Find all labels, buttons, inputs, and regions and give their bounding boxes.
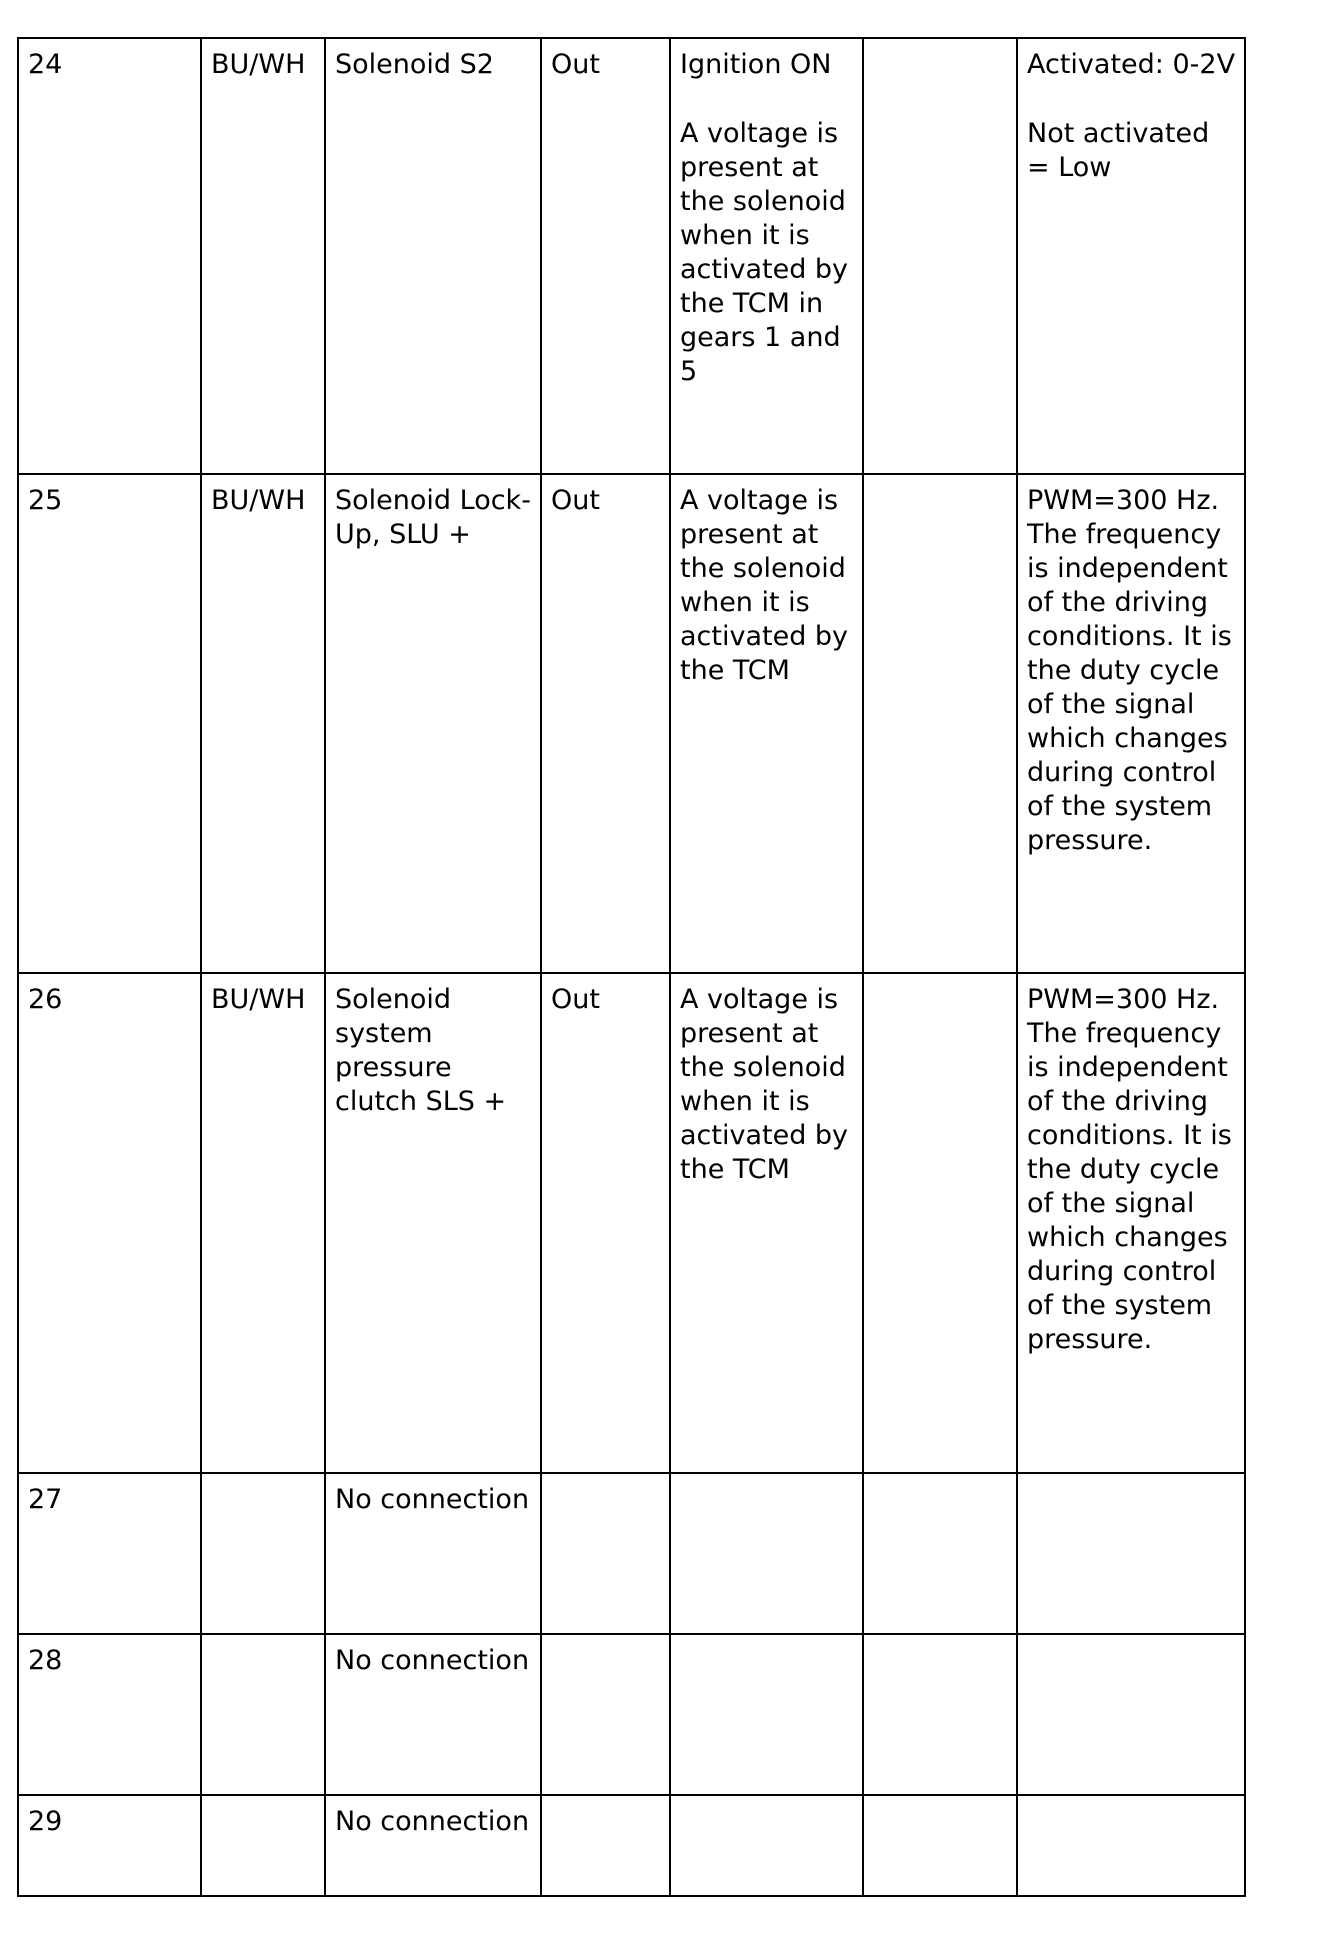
value-cell (1017, 973, 1245, 1473)
pin-number-cell: 24 (18, 38, 201, 474)
blank-cell (863, 38, 1017, 474)
signal-name-cell: Solenoid system pressure clutch SLS + (325, 973, 541, 1473)
wire-color-cell: BU/WH (201, 38, 325, 474)
condition-cell (670, 1634, 863, 1795)
condition-cell (670, 1795, 863, 1896)
table-row (18, 38, 1245, 474)
condition-text: A voltage is present at the solenoid when it is activated by the TCM (680, 984, 849, 1185)
direction-cell: Out (541, 38, 670, 474)
value-cell (1017, 1634, 1245, 1795)
blank-cell (863, 1634, 1017, 1795)
direction-cell: Out (541, 474, 670, 973)
direction-cell (541, 1473, 670, 1634)
signal-name-cell: No connection (325, 1795, 541, 1896)
value-text: PWM=300 Hz. The frequency is independent of the driving conditions. It is the duty cycle of the signal which changes during control of the system pressure. (1027, 984, 1232, 1355)
wire-color-cell: BU/WH (201, 973, 325, 1473)
signal-name-cell: No connection (325, 1473, 541, 1634)
value-cell (1017, 474, 1245, 973)
table-row (18, 474, 1245, 973)
pin-table (17, 37, 1246, 1897)
pin-number-cell: 28 (18, 1634, 201, 1795)
wire-color-cell (201, 1473, 325, 1634)
value-text: PWM=300 Hz. The frequency is independent of the driving conditions. It is the duty cycle of the signal which changes during control of the system pressure. (1027, 485, 1232, 856)
table-row (18, 1473, 1245, 1634)
condition-cell (670, 474, 863, 973)
pin-number-cell: 25 (18, 474, 201, 973)
value-cell (1017, 1795, 1245, 1896)
signal-name-cell: Solenoid S2 (325, 38, 541, 474)
condition-cell (670, 1473, 863, 1634)
pin-number-cell: 29 (18, 1795, 201, 1896)
wire-color-cell (201, 1634, 325, 1795)
value-text: Not activated = Low (1027, 118, 1210, 183)
value-cell (1017, 1473, 1245, 1634)
blank-cell (863, 1795, 1017, 1896)
pin-number-cell: 26 (18, 973, 201, 1473)
signal-name-cell: Solenoid Lock-Up, SLU + (325, 474, 541, 973)
condition-text: A voltage is present at the solenoid when it is activated by the TCM (680, 485, 849, 686)
value-text: Activated: 0-2V (1027, 49, 1236, 80)
table-row (18, 1795, 1245, 1896)
pin-number-cell: 27 (18, 1473, 201, 1634)
value-cell (1017, 38, 1245, 474)
condition-cell (670, 38, 863, 474)
blank-cell (863, 1473, 1017, 1634)
table-row (18, 973, 1245, 1473)
wire-color-cell: BU/WH (201, 474, 325, 973)
direction-cell: Out (541, 973, 670, 1473)
direction-cell (541, 1795, 670, 1896)
signal-name-cell: No connection (325, 1634, 541, 1795)
condition-text: Ignition ON (680, 49, 832, 80)
direction-cell (541, 1634, 670, 1795)
condition-text: A voltage is present at the solenoid when it is activated by the TCM in gears 1 and 5 (680, 118, 849, 387)
blank-cell (863, 973, 1017, 1473)
wire-color-cell (201, 1795, 325, 1896)
condition-cell (670, 973, 863, 1473)
table-row (18, 1634, 1245, 1795)
blank-cell (863, 474, 1017, 973)
